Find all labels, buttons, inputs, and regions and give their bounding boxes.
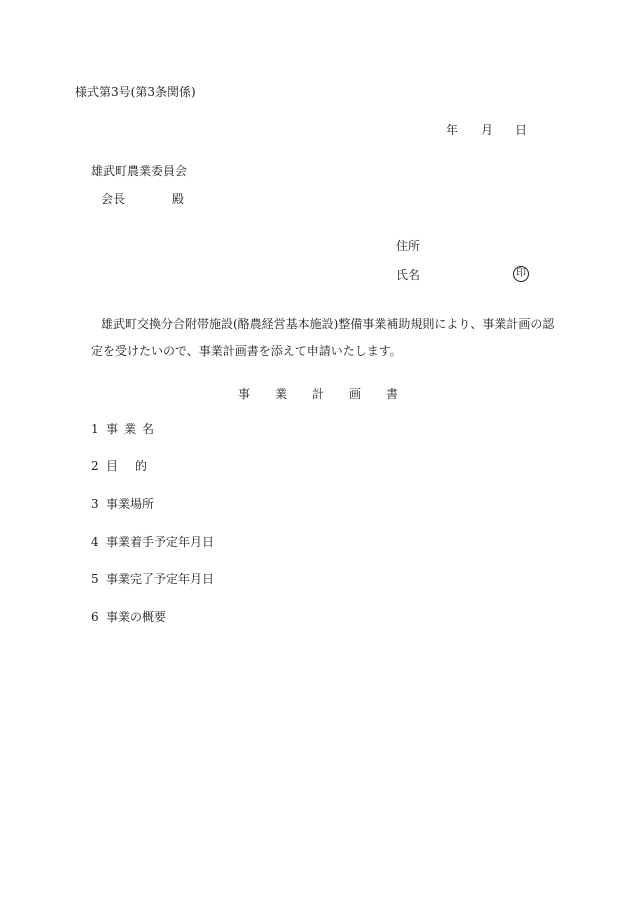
plan-item-label: 事業の概要 (106, 610, 167, 624)
plan-item-number: 4 (91, 535, 99, 549)
plan-item-number: 1 (91, 422, 99, 436)
date-year-label: 年 (446, 123, 459, 137)
plan-item-purpose (91, 460, 164, 472)
recipient-honorific: 殿 (172, 192, 185, 206)
form-number: 様式第3号(第3条関係) (75, 85, 196, 99)
plan-item-label: 事業完了予定年月日 (106, 572, 215, 586)
plan-title-char: 事 (238, 387, 251, 401)
plan-title (238, 388, 423, 400)
plan-title-char: 画 (349, 387, 362, 401)
plan-item-label: 目的 (106, 459, 165, 473)
recipient-title: 会長 (101, 192, 126, 206)
plan-item-number: 5 (91, 572, 99, 586)
plan-item-number: 6 (91, 610, 99, 624)
plan-item-label: 事業場所 (106, 497, 155, 511)
seal-mark: 印 (513, 266, 529, 282)
plan-item-label: 事業名 (106, 422, 161, 436)
plan-title-char: 計 (312, 387, 325, 401)
plan-item-overview (91, 611, 166, 623)
body-text-line-2: 定を受けたいので、事業計画書を添えて申請いたします。 (91, 344, 402, 358)
recipient-organization: 雄武町農業委員会 (91, 164, 188, 178)
plan-title-char: 業 (275, 387, 288, 401)
plan-item-number: 3 (91, 497, 99, 511)
plan-item-start-date (91, 536, 214, 548)
plan-item-business-name (91, 423, 160, 435)
body-text-line-1: 雄武町交換分合附帯施設(酪農経営基本施設)整備事業補助規則により、事業計画の認 (101, 317, 555, 331)
name-label: 氏名 (396, 268, 421, 282)
plan-item-label: 事業着手予定年月日 (106, 535, 215, 549)
date-day-label: 日 (515, 123, 528, 137)
date-month-label: 月 (481, 123, 494, 137)
plan-item-number: 2 (91, 459, 99, 473)
plan-title-char: 書 (386, 387, 399, 401)
plan-item-completion-date (91, 573, 214, 585)
address-label: 住所 (396, 239, 421, 253)
plan-item-location (91, 498, 154, 510)
